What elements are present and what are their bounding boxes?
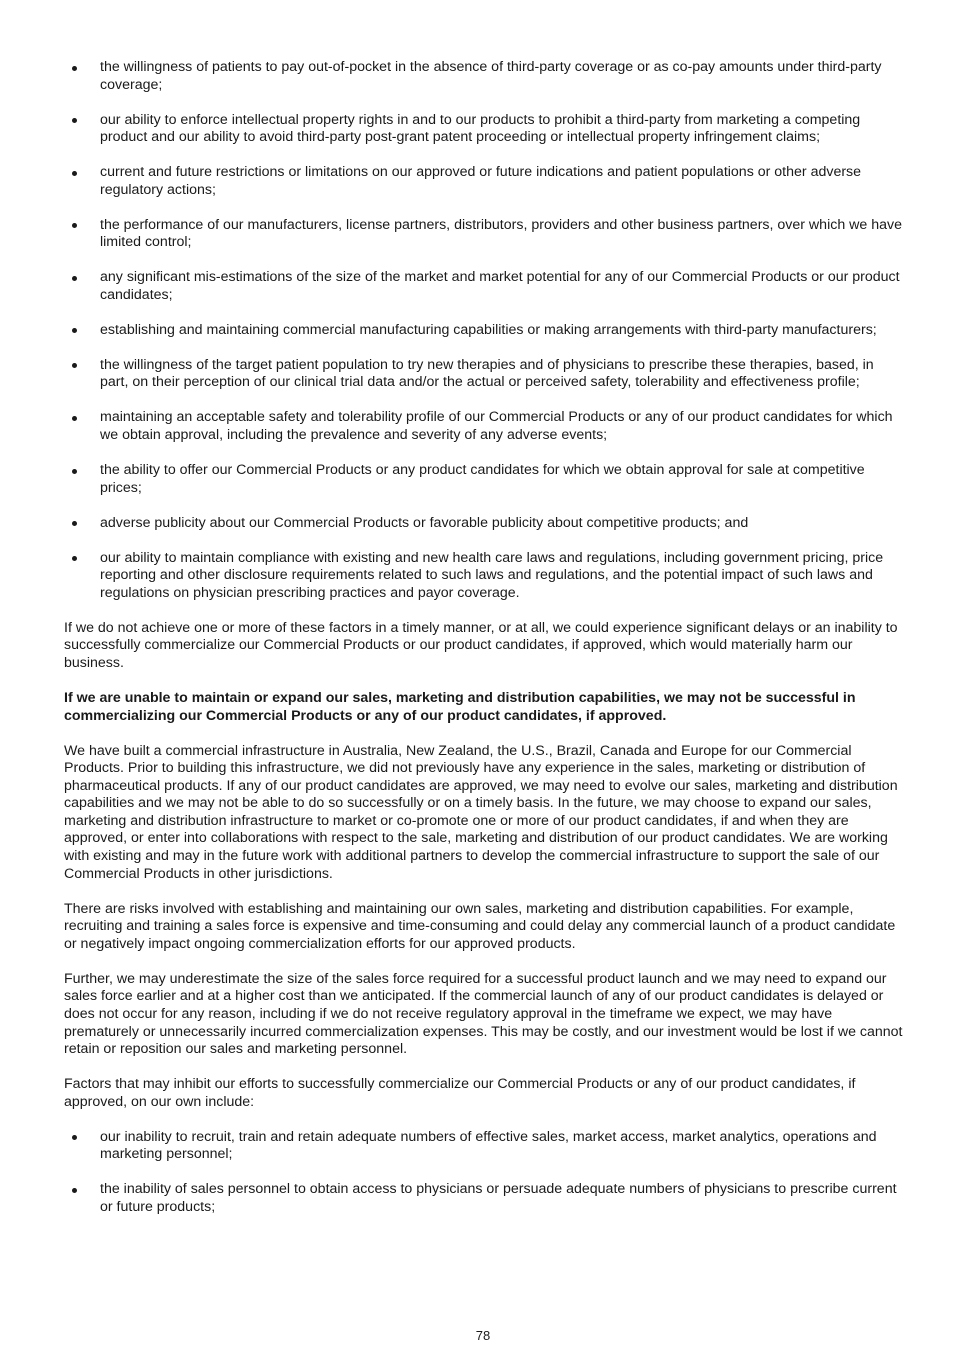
bullet-icon xyxy=(72,276,77,281)
paragraph-risks: There are risks involved with establishing and maintaining our own sales, marketing and distribution capabilities. For example, recruiting and training a sales force is expensive and time-consuming and could delay any commercial launch of a product candidate or negatively impact ongoing commercialization efforts for our approved products. xyxy=(64,900,896,952)
inhibit-factor-list xyxy=(64,1129,904,1217)
page-number: 78 xyxy=(475,1328,491,1343)
list-item: establishing and maintaining commercial manufacturing capabilities or making arrangements with third-party manufacturers; xyxy=(64,322,904,340)
list-item: adverse publicity about our Commercial Products or favorable publicity about competitive products; and xyxy=(64,515,904,533)
factor-list xyxy=(64,59,904,602)
section-heading: If we are unable to maintain or expand our sales, marketing and distribution capabilities, we may not be successful in commercializing our Commercial Products or any of our product candidates, if approved. xyxy=(64,689,856,724)
paragraph-infrastructure: We have built a commercial infrastructure in Australia, New Zealand, the U.S., Brazil, Canada and Europe for our Commercial Products. Prior to building this infrastructure, we did not previously have any experience in the sales, marketing or distribution of pharmaceutical products. If any of our product candidates are approved, we may need to evolve our sales, marketing and distribution capabilities and we may not be able to do so successfully or on a timely basis. In the future, we may choose to expand our sales, marketing and distribution infrastructure to market or co-promote one or more of our product candidates, if and when they are approved, or enter into collaborations with respect to the sale, marketing and distribution of our product candidates. We are working with existing and may in the future work with additional partners to develop the commercial infrastructure to support the sale of our Commercial Products in other jurisdictions. xyxy=(64,742,898,882)
bullet-icon xyxy=(72,66,77,71)
list-item: current and future restrictions or limitations on our approved or future indications and patient populations or other adverse regulatory actions; xyxy=(64,164,904,199)
list-item: the ability to offer our Commercial Products or any product candidates for which we obtain approval for sale at competitive prices; xyxy=(64,462,904,497)
list-item: maintaining an acceptable safety and tolerability profile of our Commercial Products or any of our product candidates for which we obtain approval, including the prevalence and severity of any adverse events; xyxy=(64,409,904,444)
list-item: the performance of our manufacturers, license partners, distributors, providers and other business partners, over which we have limited control; xyxy=(64,217,904,252)
bullet-icon xyxy=(72,556,77,561)
bullet-icon xyxy=(72,1135,77,1140)
bullet-icon xyxy=(72,521,77,526)
bullet-icon xyxy=(72,171,77,176)
paragraph-underestimate: Further, we may underestimate the size of the sales force required for a successful product launch and we may need to expand our sales force earlier and at a higher cost than we anticipated. If the commercial launch of any of our product candidates is delayed or does not occur for any reason, including if we do not receive regulatory approval in the timeframe we expect, we may have prematurely or unnecessarily incurred commercialization expenses. This may be costly, and our investment would be lost if we cannot retain or reposition our sales and marketing personnel. xyxy=(64,970,903,1058)
list-item: our inability to recruit, train and retain adequate numbers of effective sales, market access, market analytics, operations and marketing personnel; xyxy=(64,1129,904,1164)
bullet-icon xyxy=(72,416,77,421)
bullet-icon xyxy=(72,223,77,228)
list-item: the willingness of the target patient population to try new therapies and of physicians to prescribe these therapies, based, in part, on their perception of our clinical trial data and/or the actual or perceived safety, tolerability and effectiveness profile; xyxy=(64,357,904,392)
list-item: our ability to enforce intellectual property rights in and to our products to prohibit a third-party from marketing a competing product and our ability to avoid third-party post-grant patent proceeding or intellectual property infringement claims; xyxy=(64,112,904,147)
bullet-icon xyxy=(72,363,77,368)
bullet-icon xyxy=(72,328,77,333)
list-item: the willingness of patients to pay out-of-pocket in the absence of third-party coverage or as co-pay amounts under third-party coverage; xyxy=(64,59,904,94)
list-item: any significant mis-estimations of the size of the market and market potential for any of our Commercial Products or our product candidates; xyxy=(64,269,904,304)
paragraph-inhibit: Factors that may inhibit our efforts to successfully commercialize our Commercial Products or any of our product candidates, if approved, on our own include: xyxy=(64,1076,856,1110)
list-item: the inability of sales personnel to obtain access to physicians or persuade adequate numbers of physicians to prescribe current or future products; xyxy=(64,1181,904,1216)
paragraph-factors: If we do not achieve one or more of these factors in a timely manner, or at all, we could experience significant delays or an inability to successfully commercialize our Commercial Products or our product candidates, if approved, which would materially harm our business. xyxy=(64,619,898,671)
list-item: our ability to maintain compliance with existing and new health care laws and regulations, including government pricing, price reporting and other disclosure requirements related to such laws and regulations, and the potential impact of such laws and regulations on physician prescribing practices and payor coverage. xyxy=(64,550,904,603)
bullet-icon xyxy=(72,1188,77,1193)
bullet-icon xyxy=(72,469,77,474)
document-page xyxy=(64,59,904,1234)
bullet-icon xyxy=(72,118,77,123)
